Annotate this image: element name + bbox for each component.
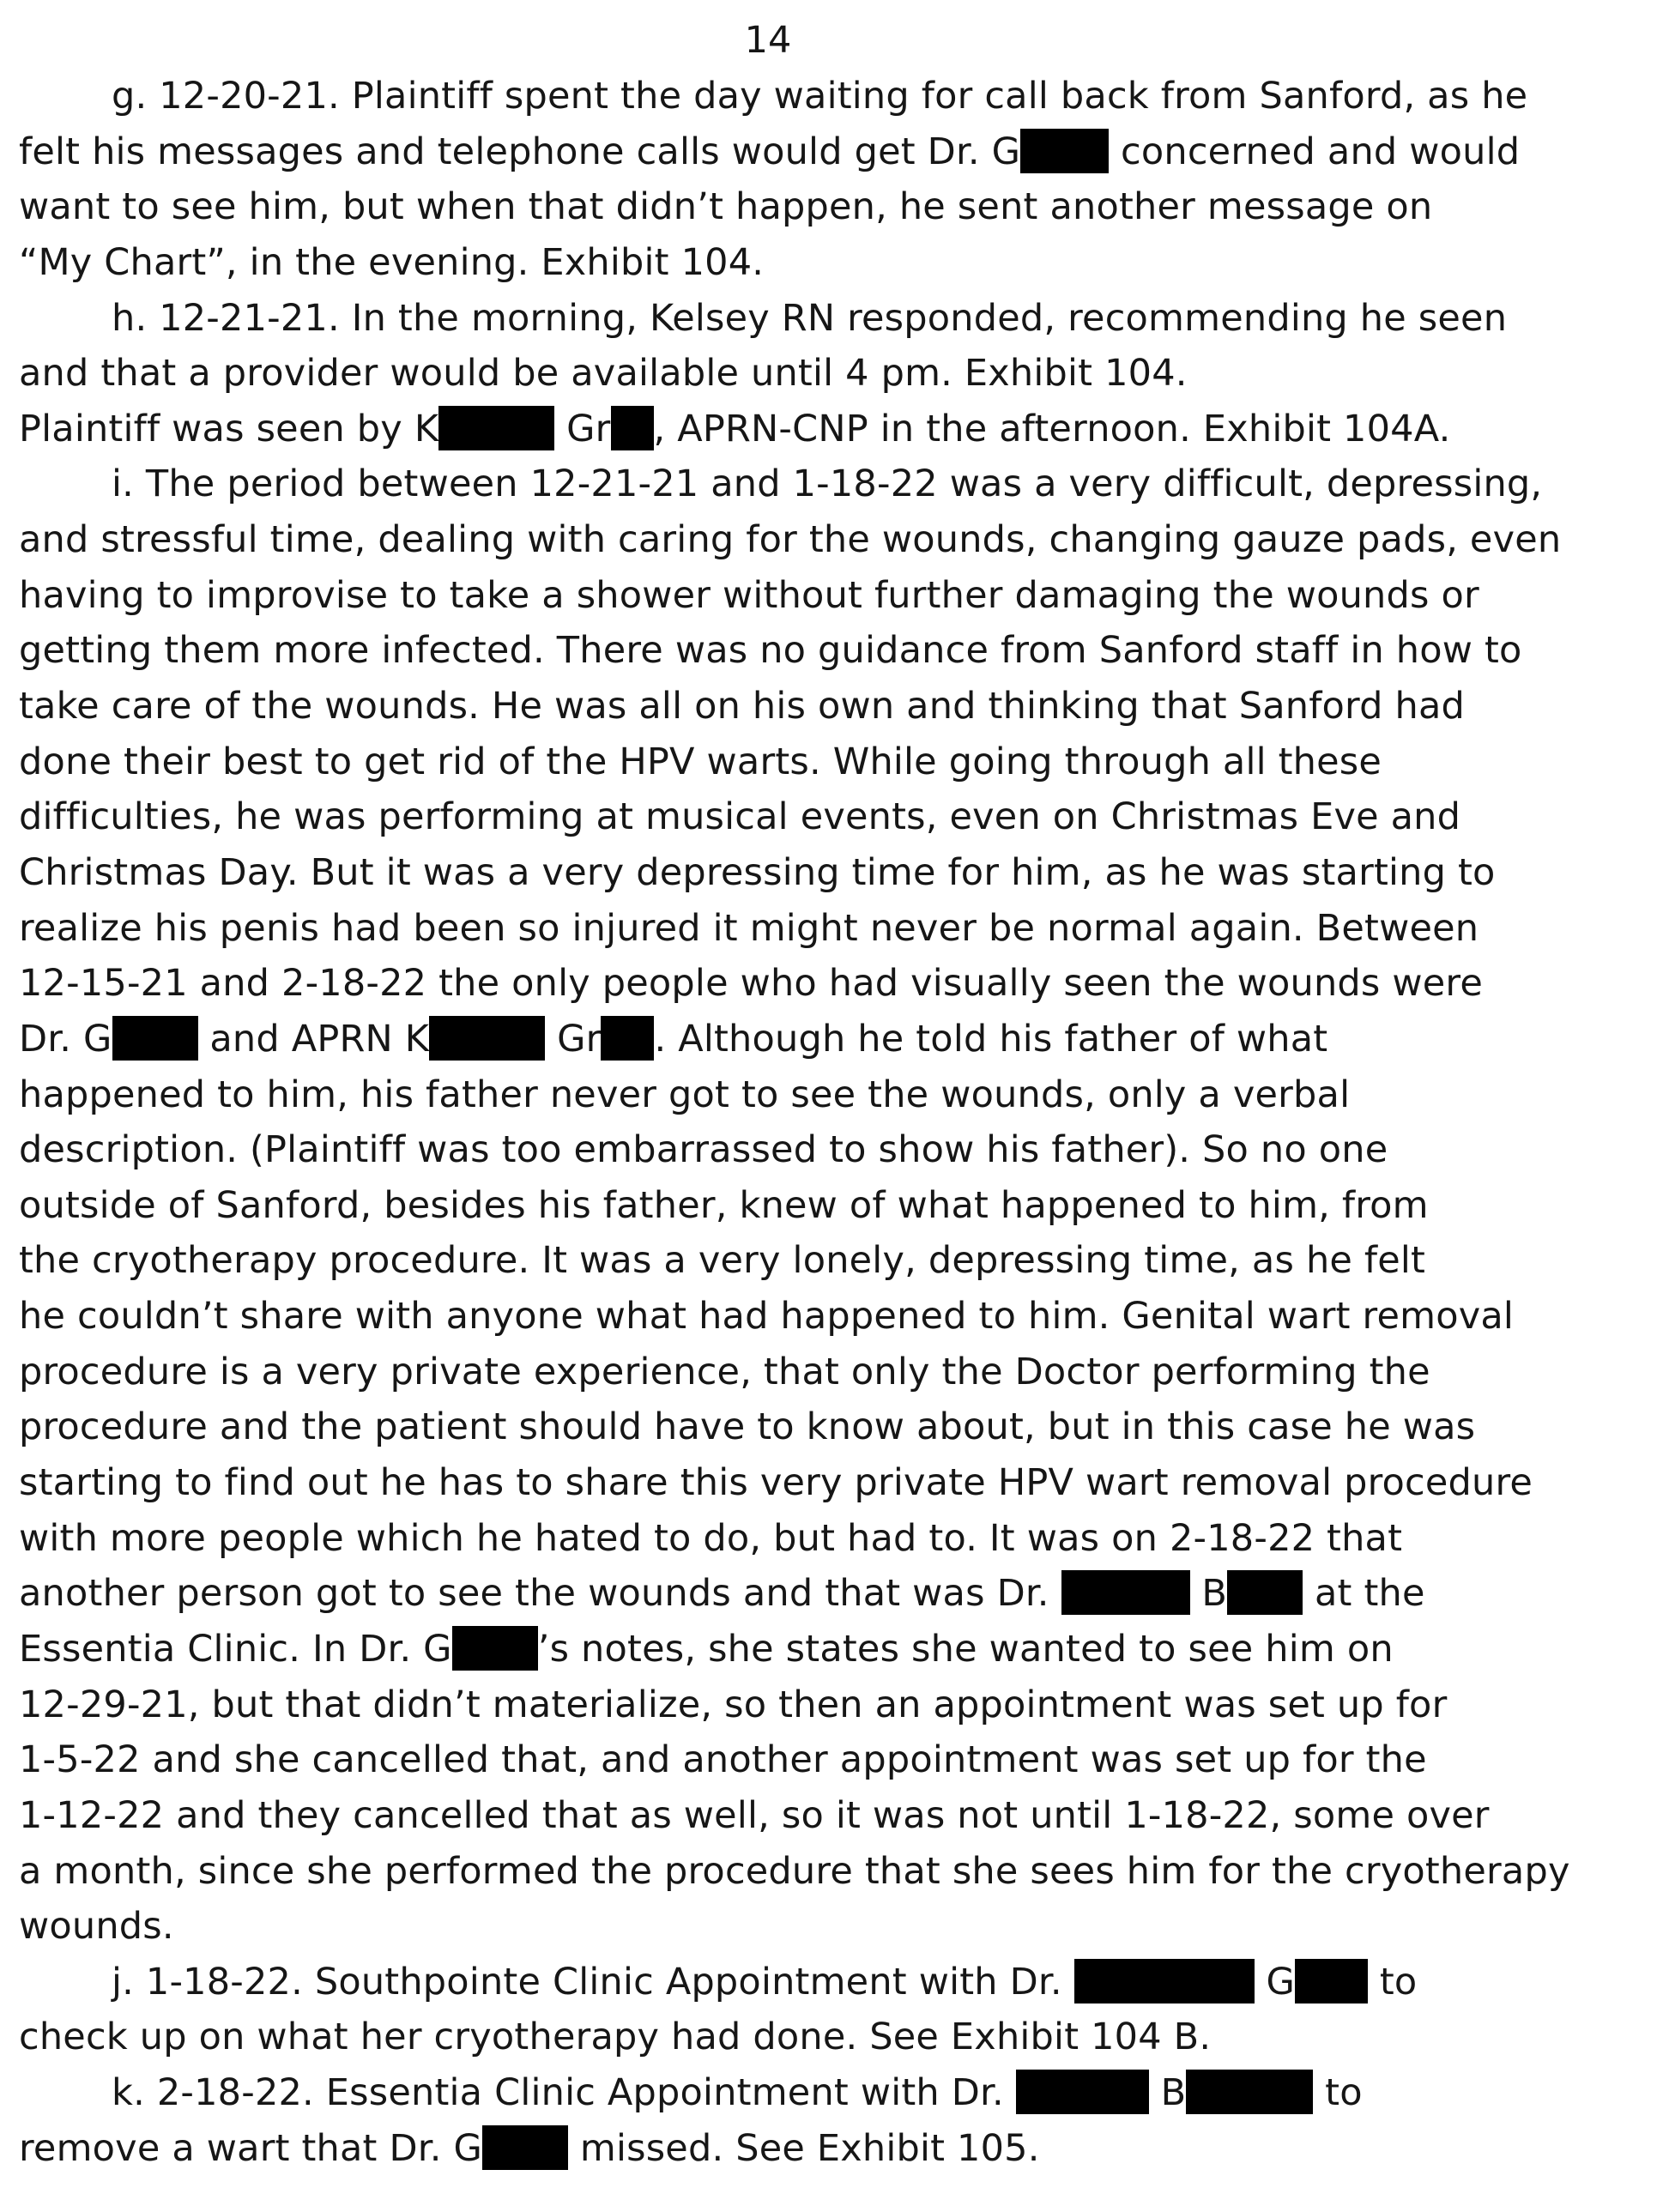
redaction-block (482, 2125, 568, 2170)
text-segment: wounds. (19, 1905, 174, 1949)
redaction-block (438, 406, 554, 450)
text-segment: check up on what her cryotherapy had done. See Exhibit 104 B. (19, 2016, 1212, 2059)
text-segment: take care of the wounds. He was all on his own and thinking that Sanford had (19, 685, 1466, 728)
redaction-block (1295, 1959, 1368, 2003)
text-line (19, 679, 1658, 734)
text-line (19, 456, 1658, 512)
text-segment: concerned and would (1109, 130, 1521, 173)
text-line (19, 1677, 1658, 1733)
text-line (19, 2010, 1658, 2065)
text-line (19, 235, 1658, 291)
text-segment: ’s notes, she states she wanted to see him on (537, 1627, 1394, 1671)
text-line (19, 1012, 1658, 1067)
text-segment: missed. See Exhibit 105. (568, 2126, 1040, 2170)
text-line (19, 1122, 1658, 1178)
text-segment: another person got to see the wounds and that was Dr. (19, 1572, 1061, 1616)
text-line (19, 1622, 1658, 1677)
text-segment: Essentia Clinic. In Dr. G (19, 1627, 452, 1671)
text-segment: g. 12-20-21. Plaintiff spent the day waiting for call back from Sanford, as he (112, 75, 1528, 118)
text-segment: Christmas Day. But it was a very depressing time for him, as he was starting to (19, 850, 1496, 894)
text-segment: , APRN-CNP in the afternoon. Exhibit 104A. (653, 407, 1451, 450)
text-line (19, 124, 1658, 180)
text-segment: procedure and the patient should have to know about, but in this case he was (19, 1405, 1476, 1449)
text-segment: 1-12-22 and they cancelled that as well, so it was not until 1-18-22, some over (19, 1793, 1490, 1837)
text-line (19, 1788, 1658, 1844)
text-line (19, 1178, 1658, 1234)
text-segment: G (1254, 1960, 1295, 2003)
text-segment: getting them more infected. There was no guidance from Sanford staff in how to (19, 629, 1522, 673)
text-segment: difficulties, he was performing at musical events, even on Christmas Eve and (19, 795, 1461, 839)
text-line (19, 1067, 1658, 1123)
redaction-block (452, 1626, 538, 1671)
document-body (19, 69, 1658, 2176)
redaction-block (1020, 129, 1109, 173)
text-line (19, 1511, 1658, 1567)
text-segment: done their best to get rid of the HPV warts. While going through all these (19, 740, 1382, 783)
text-line (19, 1899, 1658, 1955)
redaction-block (1016, 2070, 1149, 2114)
text-segment: . Although he told his father of what (654, 1017, 1328, 1061)
text-segment: procedure is a very private experience, that only the Doctor performing the (19, 1350, 1430, 1393)
text-segment: with more people which he hated to do, but had to. It was on 2-18-22 that (19, 1516, 1403, 1560)
text-segment: B (1148, 2071, 1187, 2115)
text-segment: he couldn’t share with anyone what had happened to him. Genital wart removal (19, 1295, 1515, 1339)
text-segment: Dr. G (19, 1017, 112, 1061)
text-segment: a month, since she performed the procedure that she sees him for the cryotherapy (19, 1849, 1570, 1893)
text-segment: 1-5-22 and she cancelled that, and another appointment was set up for the (19, 1738, 1427, 1782)
text-segment: happened to him, his father never got to see the wounds, only a verbal (19, 1073, 1351, 1116)
text-segment: Gr (554, 407, 611, 450)
text-segment: k. 2-18-22. Essentia Clinic Appointment with Dr. (112, 2071, 1016, 2115)
text-line (19, 346, 1658, 402)
text-line (19, 623, 1658, 679)
redaction-block (601, 1016, 654, 1061)
text-line (19, 568, 1658, 624)
text-segment: 12-15-21 and 2-18-22 the only people who had visually seen the wounds were (19, 962, 1483, 1006)
text-segment: Gr (545, 1017, 602, 1061)
text-line (19, 956, 1658, 1012)
text-segment: and that a provider would be available until 4 pm. Exhibit 104. (19, 352, 1188, 396)
text-segment: at the (1303, 1572, 1425, 1616)
text-line (19, 901, 1658, 957)
redaction-block (429, 1016, 545, 1061)
text-line (19, 402, 1658, 457)
text-line (19, 734, 1658, 790)
text-line (19, 845, 1658, 901)
text-line (19, 1566, 1658, 1622)
redaction-block (1074, 1959, 1255, 2003)
text-line (19, 69, 1658, 124)
text-line (19, 291, 1658, 347)
text-segment: having to improvise to take a shower without further damaging the wounds or (19, 573, 1479, 617)
redaction-block (1227, 1570, 1303, 1615)
page-number: 14 (744, 19, 792, 62)
text-segment: remove a wart that Dr. G (19, 2126, 482, 2170)
text-line (19, 1289, 1658, 1345)
text-segment: starting to find out he has to share this very private HPV wart removal procedure (19, 1461, 1533, 1505)
text-segment: and APRN K (197, 1017, 430, 1061)
redaction-block (611, 406, 654, 450)
text-line (19, 1844, 1658, 1900)
text-segment: Plaintiff was seen by K (19, 407, 439, 450)
text-segment: to (1368, 1960, 1418, 2003)
redaction-block (112, 1016, 198, 1061)
text-segment: i. The period between 12-21-21 and 1-18-22 was a very difficult, depressing, (112, 462, 1543, 506)
text-line (19, 1955, 1658, 2010)
text-segment: outside of Sanford, besides his father, knew of what happened to him, from (19, 1183, 1429, 1227)
text-line (19, 1732, 1658, 1788)
text-segment: “My Chart”, in the evening. Exhibit 104. (19, 240, 765, 284)
text-segment: to (1313, 2071, 1363, 2115)
text-segment: description. (Plaintiff was too embarrassed to show his father). So no one (19, 1128, 1388, 1172)
text-segment: B (1189, 1572, 1228, 1616)
text-segment: realize his penis had been so injured it might never be normal again. Between (19, 906, 1479, 950)
text-segment: want to see him, but when that didn’t happen, he sent another message on (19, 185, 1433, 229)
text-segment: j. 1-18-22. Southpointe Clinic Appointment with Dr. (112, 1960, 1074, 2003)
text-line (19, 1455, 1658, 1511)
text-segment: the cryotherapy procedure. It was a very lonely, depressing time, as he felt (19, 1239, 1426, 1283)
text-segment: 12-29-21, but that didn’t materialize, so then an appointment was set up for (19, 1683, 1448, 1726)
text-segment: felt his messages and telephone calls would get Dr. G (19, 130, 1021, 173)
redaction-block (1186, 2070, 1313, 2114)
text-segment: h. 12-21-21. In the morning, Kelsey RN responded, recommending he seen (112, 296, 1508, 340)
text-line (19, 2065, 1658, 2121)
text-line (19, 1345, 1658, 1400)
text-line (19, 2121, 1658, 2177)
text-line (19, 512, 1658, 568)
text-segment: and stressful time, dealing with caring for the wounds, changing gauze pads, even (19, 518, 1562, 562)
text-line (19, 1399, 1658, 1455)
text-line (19, 789, 1658, 845)
text-line (19, 179, 1658, 235)
text-line (19, 1233, 1658, 1289)
redaction-block (1061, 1570, 1190, 1615)
